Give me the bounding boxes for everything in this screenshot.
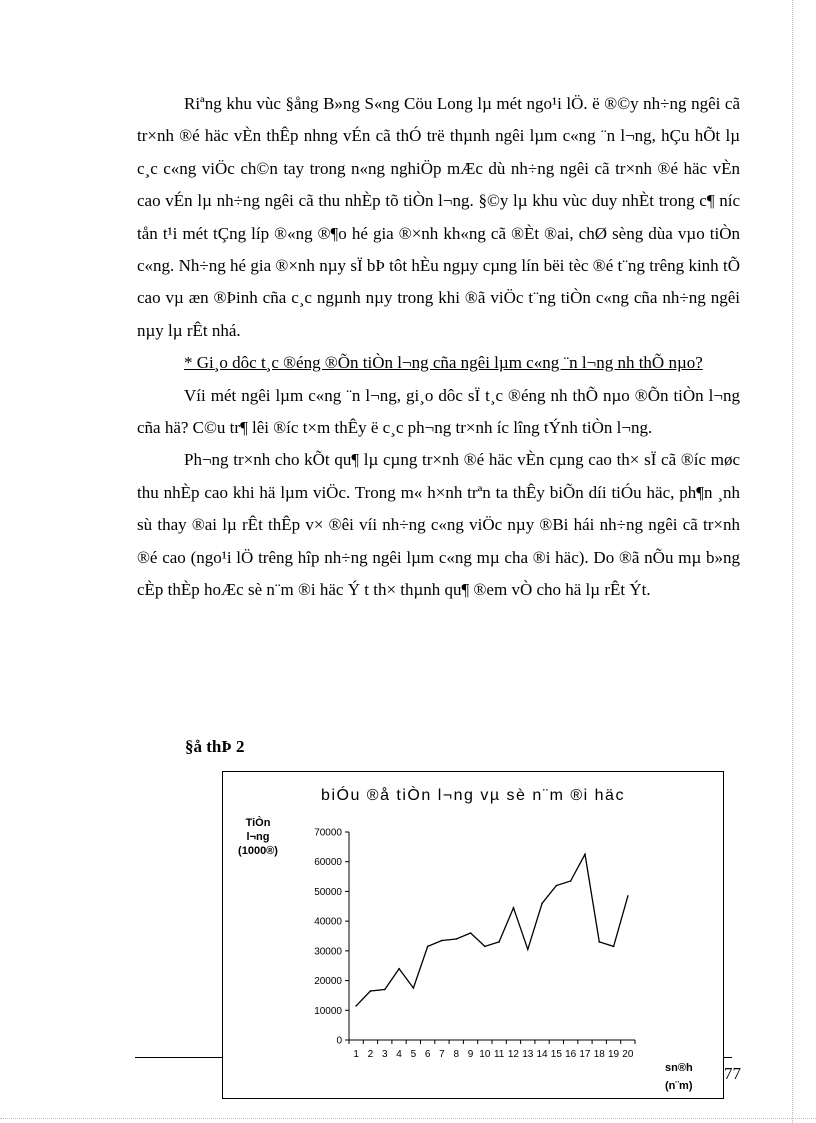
line-chart (223, 772, 723, 1098)
footer-rule-right (724, 1057, 732, 1058)
x-tick-label: 5 (410, 1049, 417, 1060)
data-point (556, 885, 558, 887)
data-point (384, 989, 386, 991)
data-point (484, 946, 486, 948)
figure-caption: §å thÞ 2 (185, 737, 245, 756)
data-point (455, 938, 457, 940)
y-tick-label: 0 (336, 1035, 342, 1047)
data-point (441, 940, 443, 942)
x-tick-label: 18 (593, 1049, 605, 1060)
data-point (584, 853, 586, 855)
section-heading: * Gi¸o dôc t¸c ®éng ®Õn tiÒn l¬ng cña ngêi lµm c«ng ¨n l¬ng nh thÕ nµo? (184, 353, 703, 373)
data-point (541, 903, 543, 905)
x-tick-label: 13 (522, 1049, 534, 1060)
y-tick-label: 10000 (314, 1005, 342, 1017)
data-point (627, 895, 629, 897)
paragraph-1: Riªng khu vùc §ång B»ng S«ng Cöu Long lµ mét ngo¹i lÖ. ë ®©y nh÷ng ngêi cã tr×nh ®é häc vÈn thÊp nhng vÉn cã thÓ trë thµnh ngêi lµm c«ng ¨n l¬ng, hÇu hÕt lµ c¸c c«ng viÖc ch©n tay trong n«ng nghiÖp mÆc dù nh÷ng ngêi cã tr×nh ®é häc vÈn cao vÉn lµ nh÷ng ngêi cã thu nhÈp tõ tiÒn l¬ng. §©y lµ khu vùc duy nhÈt trong c¶ níc tån t¹i mét tÇng líp ®«ng ®¶o hé gia ®×nh kh«ng cã ®Èt ®ai, chØ sèng dùa vµo tiÒn c«ng. Nh÷ng hé gia ®×nh nµy sÏ bÞ tôt hÈu ngµy cµng lín bëi tèc ®é t¨ng trêng kinh tÕ cao vµ æn ®Þinh cña c¸c ngµnh nµy trong khi ®ã viÖc t¨ng tiÒn c«ng cña nh÷ng ngêi nµy lµ rÊt nhá. (137, 94, 740, 340)
y-axis-label: TiÒn l¬ng (1000®) (238, 817, 278, 857)
data-point (370, 990, 372, 992)
data-point (513, 907, 515, 909)
body-text (137, 88, 740, 607)
data-point (598, 941, 600, 943)
page-edge-bottom (0, 1118, 816, 1119)
x-tick-label: 8 (453, 1049, 460, 1060)
paragraph-3: Ph¬ng tr×nh cho kÕt qu¶ lµ cµng tr×nh ®é häc vÈn cµng cao th× sÏ cã ®íc møc thu nhÈp cao khi hä lµm viÖc. Trong m« h×nh trªn ta thÊy biÕn díi tiÓu häc, ph¶n ¸nh sù thay ®ai lµ rÊt thÊp v× ®êi víi nh÷ng c«ng viÖc nµy ®Bi hái nh÷ng ngêi cã tr×nh ®é cao (ngo¹i lÖ trêng hîp nh÷ng ngêi lµm c«ng mµ cha ®i häc). Do ®ã nÕu mµ b»ng cÈp thÈp hoÆc sè n¨m ®i häc Ý t th× thµnh qu¶ ®em vÒ cho hä lµ rÊt Ýt. (137, 450, 740, 600)
x-tick-label: 16 (565, 1049, 577, 1060)
x-tick-label: 6 (424, 1049, 431, 1060)
data-point (498, 941, 500, 943)
x-tick-label: 3 (381, 1049, 388, 1060)
x-tick-label: 11 (493, 1049, 505, 1060)
y-tick-label: 50000 (314, 886, 342, 898)
page-edge-right (792, 0, 793, 1123)
x-tick-label: 7 (439, 1049, 445, 1060)
y-tick-label: 30000 (314, 946, 342, 958)
x-tick-label: 19 (607, 1049, 620, 1060)
x-tick-label: 17 (579, 1049, 591, 1060)
x-tick-label: 15 (550, 1049, 562, 1060)
y-tick-label: 20000 (314, 976, 342, 988)
data-point (427, 946, 429, 948)
data-point (398, 968, 400, 970)
footer-rule (135, 1057, 223, 1058)
x-tick-label: 10 (479, 1049, 491, 1060)
x-tick-label: 2 (367, 1049, 374, 1060)
data-point (570, 880, 572, 882)
paragraph-2: Víi mét ngêi lµm c«ng ¨n l¬ng, gi¸o dôc sÏ t¸c ®éng nh thÕ nµo ®Õn tiÒn l¬ng cña hä? C©u tr¶ lêi ®íc t×m thÊy ë c¸c ph¬ng tr×nh íc lîng tÝnh tiÒn l¬ng. (137, 385, 740, 438)
data-point (470, 932, 472, 934)
data-point (355, 1005, 357, 1007)
page-number: 77 (724, 1064, 741, 1083)
x-tick-label: 4 (396, 1049, 402, 1060)
x-tick-label: 20 (622, 1049, 634, 1060)
chart-frame (222, 771, 724, 1099)
series-line (356, 854, 628, 1006)
x-axis-label: sn®h (n¨m) (665, 1062, 693, 1092)
y-tick-label: 60000 (314, 857, 342, 869)
x-tick-label: 1 (353, 1049, 359, 1060)
x-tick-label: 12 (507, 1049, 520, 1060)
data-point (413, 987, 415, 989)
x-tick-label: 14 (536, 1049, 548, 1060)
y-tick-label: 70000 (314, 827, 342, 839)
data-point (527, 949, 529, 951)
chart-title: biÓu ®å tiÒn l¬ng vµ sè n¨m ®i häc (321, 787, 625, 804)
y-tick-label: 40000 (314, 916, 342, 928)
data-point (613, 946, 615, 948)
x-tick-label: 9 (467, 1049, 474, 1060)
